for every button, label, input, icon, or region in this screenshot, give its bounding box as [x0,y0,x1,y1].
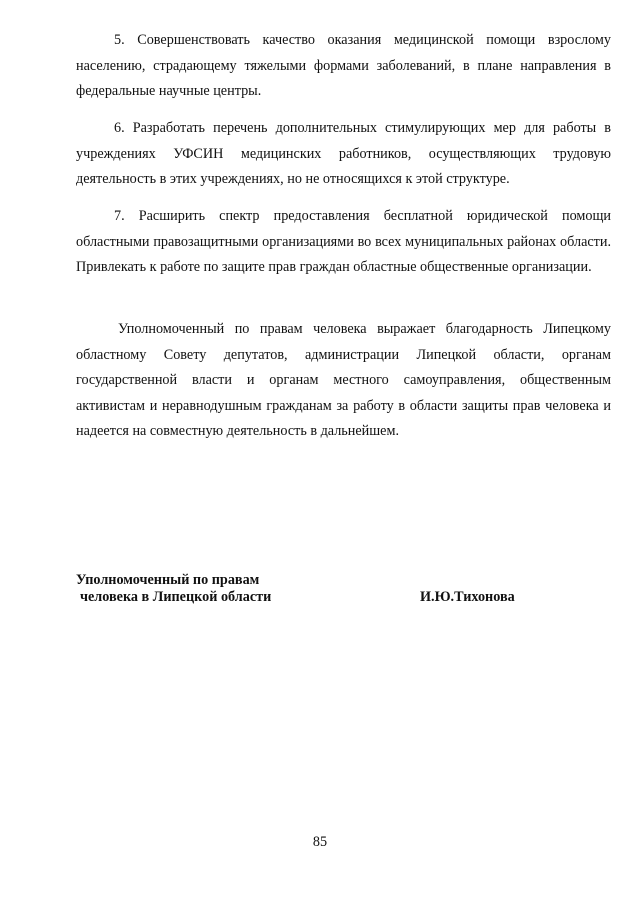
signature-block [76,572,616,606]
paragraph-text: Уполномоченный по правам человека выражает благодарность Липецкому областному Совету депутатов, администрации Липецкой области, органам государственной власти и органам местного самоуправления, общественным активистам и неравнодушным гражданам за работу в области защиты прав человека и надеется на совместную деятельность в дальнейшем. [76,321,611,439]
paragraph-item-6 [76,116,611,193]
page-number: 85 [312,834,328,850]
signature-name: И.Ю.Тихонова [420,589,515,605]
paragraph-item-7 [76,204,611,281]
signature-title-line1: Уполномоченный по правам [76,572,260,588]
paragraph-text: 6. Разработать перечень дополнительных стимулирующих мер для работы в учреждениях УФСИН медицинских работников, осуществляющих трудовую деятельность в этих учреждениях, но не относящихся к этой структуре. [76,120,611,187]
paragraph-item-5 [76,28,611,105]
paragraph-gratitude [76,317,611,445]
paragraph-text: 5. Совершенствовать качество оказания медицинской помощи взрослому населению, страдающему тяжелыми формами заболеваний, в плане направления в федеральные научные центры. [76,32,611,99]
paragraph-text: 7. Расширить спектр предоставления бесплатной юридической помощи областными правозащитными организациями во всех муниципальных районах области. Привлекать к работе по защите прав граждан областные общественные организации. [76,208,611,275]
signature-title-line2: человека в Липецкой области [80,589,272,605]
